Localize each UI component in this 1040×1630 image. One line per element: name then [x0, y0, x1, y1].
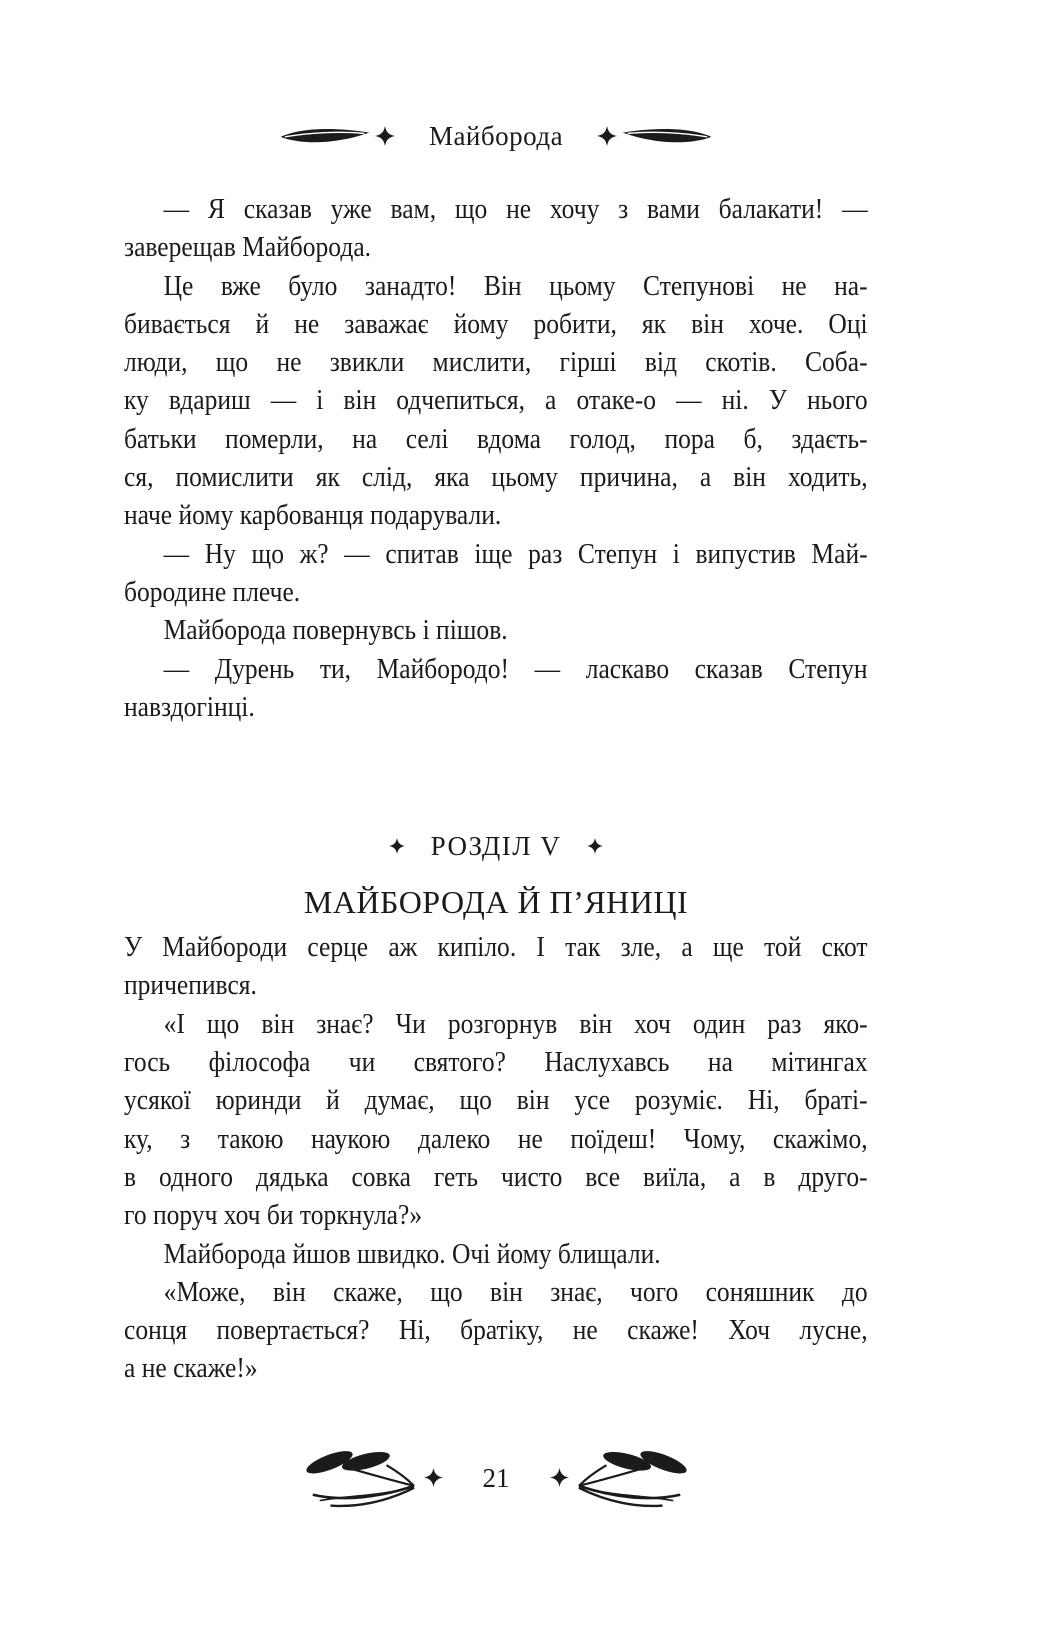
page-number: 21: [482, 1462, 510, 1493]
paragraph: [124, 650, 868, 727]
diamond-star-icon: [424, 1468, 443, 1487]
reeds-ornament-icon: [300, 1446, 418, 1510]
chapter-kicker-row: [124, 830, 868, 862]
paragraph: [124, 535, 868, 612]
chapter-title: МАЙБОРОДА Й П’ЯНИЦІ: [303, 884, 689, 921]
text-line: сонця повертається? Ні, братіку, не скаже! Хоч лусне,: [124, 1314, 868, 1347]
text-line: ку, з такою наукою далеко не поїдеш! Чому, скажімо,: [124, 1122, 868, 1155]
text-line: бородине плече.: [124, 575, 301, 608]
paragraph: [124, 190, 868, 267]
text-line: в одного дядька совка геть чисто все виїла, а в друго-: [124, 1160, 868, 1193]
leaf-ornament-icon: [621, 124, 713, 148]
text-line: Майборода повернувсь і пішов.: [163, 614, 508, 647]
diamond-star-icon: [550, 1468, 569, 1487]
text-line: ку вдариш — і він одчепиться, а отаке-о — ні. У нього: [124, 384, 868, 417]
paragraph: [124, 928, 868, 1005]
text-line: У Майбороди серце аж кипіло. І так зле, а ще той скот: [124, 931, 868, 964]
text-line: бивається й не заважає йому робити, як він хоче. Оці: [124, 307, 868, 340]
running-header: [124, 0, 868, 150]
text-line: усякої юринди й думає, що він усе розуміє. Ні, браті-: [124, 1084, 868, 1117]
diamond-star-icon: [389, 838, 405, 854]
text-line: — Дурень ти, Майбородо! — ласкаво сказав Степун: [163, 652, 868, 685]
running-header-title: Майборода: [428, 121, 564, 151]
text-line: — Ну що ж? — спитав іще раз Степун і випустив Май-: [163, 537, 868, 570]
text-line: го поруч хоч би торкнула?»: [124, 1199, 423, 1232]
text-line: Майборода йшов швидко. Очі йому блищали.: [163, 1237, 661, 1270]
diamond-star-icon: [375, 126, 395, 146]
paragraph: [124, 267, 868, 535]
text-line: а не скаже!»: [124, 1352, 258, 1385]
text-line: люди, що не звикли мислити, гірші від скотів. Соба-: [124, 346, 868, 379]
text-line: причепився.: [124, 969, 257, 1002]
paragraph: [124, 611, 868, 649]
text-line: наче йому карбованця подарували.: [124, 499, 502, 532]
text-line: батьки померли, на селі вдома голод, пора б, здаєть-: [124, 422, 868, 455]
reeds-ornament-icon: [575, 1446, 693, 1510]
chapter-number: РОЗДІЛ V: [430, 831, 562, 862]
text-line: — Я сказав уже вам, що не хочу з вами балакати! —: [163, 193, 868, 225]
text-line: гось філософа чи святого? Наслухавсь на мітингах: [124, 1046, 868, 1079]
text-line: ся, помислити як слід, яка цьому причина, а він ходить,: [124, 461, 868, 494]
diamond-star-icon: [597, 126, 617, 146]
paragraph: [124, 1235, 868, 1273]
diamond-star-icon: [587, 838, 603, 854]
text-line: навздогінці.: [124, 690, 255, 723]
body-text-block: [124, 190, 868, 726]
text-line: Це вже було занадто! Він цьому Степунові не на-: [163, 269, 868, 302]
text-line: заверещав Майборода.: [124, 231, 372, 264]
text-line: «І що він знає? Чи розгорнув він хоч один раз яко-: [163, 1007, 868, 1040]
paragraph: [124, 1005, 868, 1235]
page-footer: [124, 1446, 868, 1510]
chapter-heading: [124, 830, 868, 920]
leaf-ornament-icon: [279, 124, 371, 148]
text-line: «Може, він скаже, що він знає, чого соняшник до: [163, 1275, 868, 1308]
body-text-block: [124, 928, 868, 1388]
paragraph: [124, 1273, 868, 1388]
